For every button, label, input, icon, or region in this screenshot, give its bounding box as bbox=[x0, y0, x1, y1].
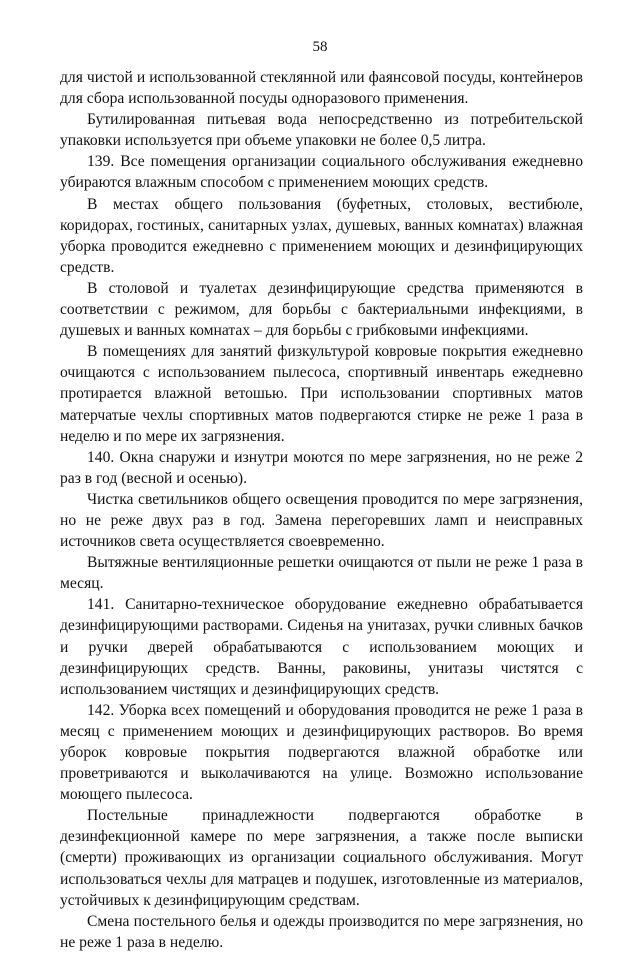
paragraph-dishes-continuation: для чистой и использованной стеклянной или фаянсовой посуды, контейнеров для сбора использованной посуды одноразового применения. bbox=[60, 69, 583, 108]
paragraph-139: 139. Все помещения организации социального обслуживания ежедневно убираются влажным способом с применением моющих средств. bbox=[60, 153, 583, 192]
paragraph-lighting: Чистка светильников общего освещения проводится по мере загрязнения, но не реже двух раз в год. Замена перегоревших ламп и неисправных источников света осуществляется своевременно. bbox=[60, 490, 583, 551]
paragraph-bedding: Постельные принадлежности подвергаются обработке в дезинфекционной камере по мере загрязнения, а также после выписки (смерти) проживающих из организации социального обслуживания. Могут использоваться чехлы для матрацев и подушек, изготовленные из материалов, устойчивых к дезинфицирующим средствам. bbox=[60, 807, 583, 909]
paragraph-ventilation: Вытяжные вентиляционные решетки очищаются от пыли не реже 1 раза в месяц. bbox=[60, 554, 583, 593]
paragraph-bottled-water: Бутилированная питьевая вода непосредственно из потребительской упаковки используется при объеме упаковки не более 0,5 литра. bbox=[60, 111, 583, 150]
paragraph-common-areas: В местах общего пользования (буфетных, столовых, вестибюле, коридорах, гостиных, санитарных узлах, душевых, ванных комнатах) влажная уборка проводится ежедневно с применением моющих и дезинфицирующих средств. bbox=[60, 195, 583, 276]
page-number: 58 bbox=[312, 39, 328, 55]
paragraph-dining-toilets: В столовой и туалетах дезинфицирующие средства применяются в соответствии с режимом, для борьбы с бактериальными инфекциями, в душевых и ванных комнатах – для борьбы с грибковыми инфекциями. bbox=[60, 279, 583, 340]
paragraph-140: 140. Окна снаружи и изнутри моются по мере загрязнения, но не реже 2 раз в год (весной и осенью). bbox=[60, 448, 583, 487]
paragraph-142: 142. Уборка всех помещений и оборудования проводится не реже 1 раза в месяц с применением моющих и дезинфицирующих растворов. Во время уборок ковровые покрытия подвергаются влажной обработке или проветриваются и выколачиваются на улице. Возможно использование моющего пылесоса. bbox=[60, 701, 583, 804]
paragraph-141: 141. Санитарно-техническое оборудование ежедневно обрабатывается дезинфицирующими растворами. Сиденья на унитазах, ручки сливных бачков и ручки дверей обрабатываются с использованием моющих и дезинфицирующих средств. Ванны, раковины, унитазы чистятся с использованием чистящих и дезинфицирующих средств. bbox=[60, 596, 583, 698]
paragraph-linen-change: Смена постельного белья и одежды производится по мере загрязнения, но не реже 1 раза в неделю. bbox=[60, 912, 583, 951]
paragraph-sports-rooms: В помещениях для занятий физкультурой ковровые покрытия ежедневно очищаются с использованием пылесоса, спортивный инвентарь ежедневно протирается влажной ветошью. При использовании спортивных матов матерчатые чехлы спортивных матов подвергаются стирке не реже 1 раза в неделю и по мере их загрязнения. bbox=[60, 343, 583, 445]
document-body bbox=[60, 67, 583, 953]
